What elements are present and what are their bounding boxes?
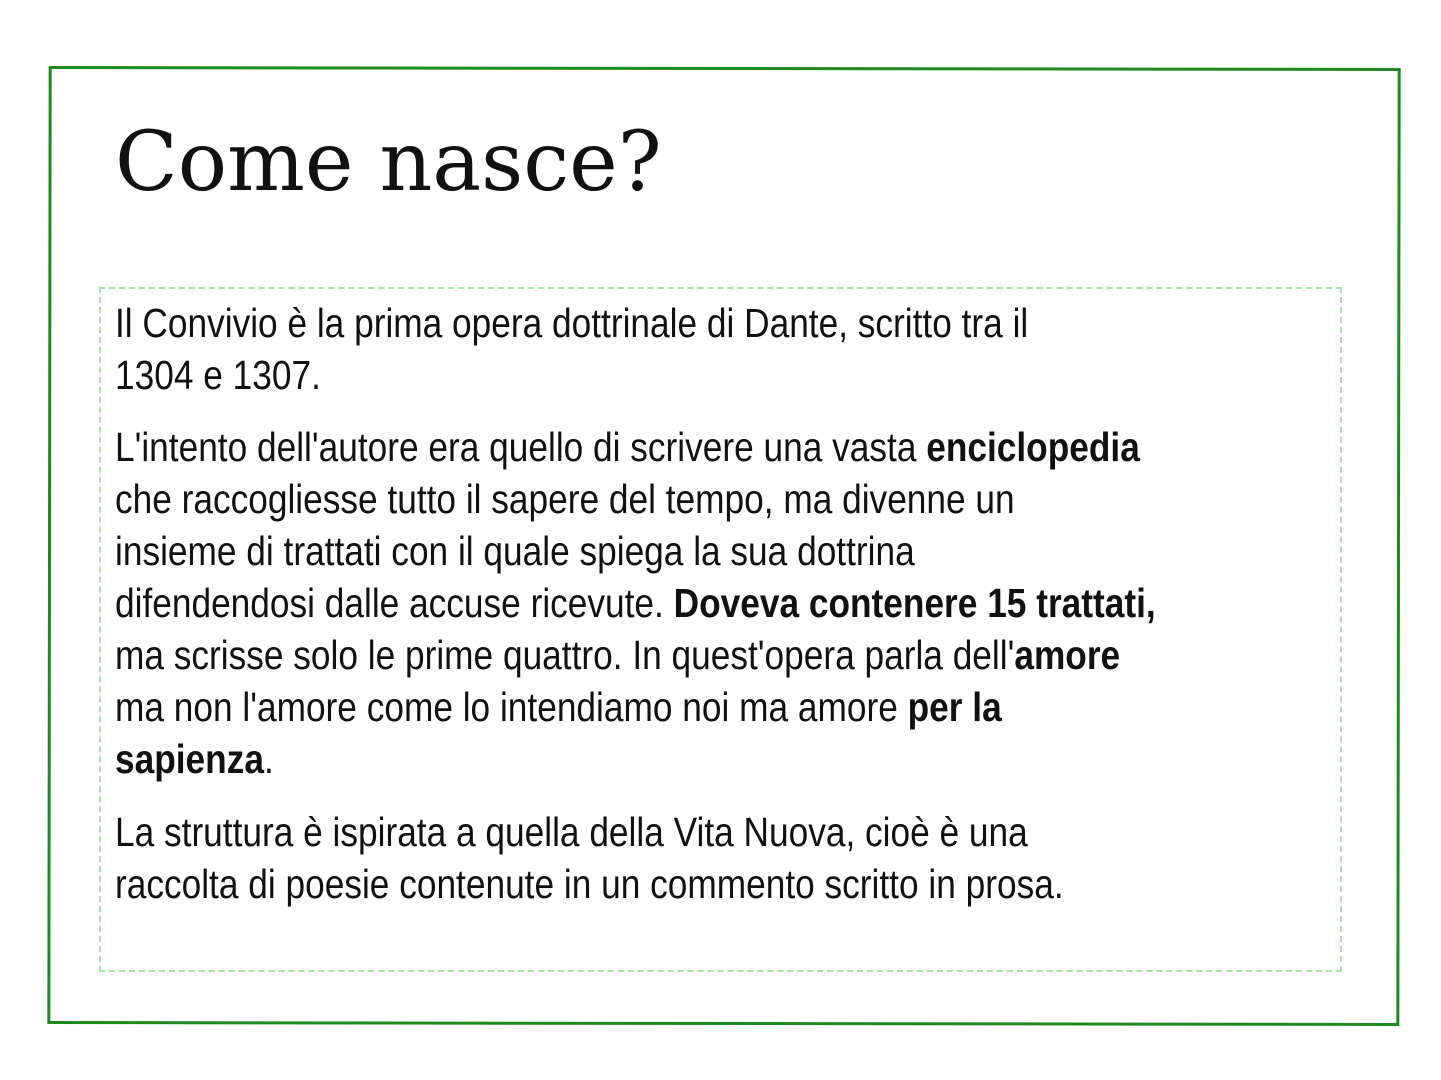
paragraph-structure-line-2: raccolta di poesie contenute in un commento scritto in prosa. <box>115 861 1064 907</box>
bold-trattati: Doveva contenere 15 trattati, <box>673 580 1156 626</box>
paragraph-structure-line-1: La struttura è ispirata a quella della Vita Nuova, cioè è una <box>115 809 1028 855</box>
paragraph-intent-text-5: ma scrisse solo le prime quattro. In quest'opera parla dell' <box>115 632 1015 678</box>
paragraph-intent-text-1: L'intento dell'autore era quello di scrivere una vasta <box>115 424 927 470</box>
paragraph-intro <box>115 297 1341 401</box>
paragraph-structure <box>115 806 1341 910</box>
paragraph-intro-line-2: 1304 e 1307. <box>115 352 321 398</box>
bold-per-la: per la <box>907 684 1002 730</box>
paragraph-intent-period: . <box>263 736 274 782</box>
paragraph-intent-text-3: insieme di trattati con il quale spiega la sua dottrina <box>115 528 915 574</box>
paragraph-intent-text-6: ma non l'amore come lo intendiamo noi ma amore <box>115 684 908 730</box>
bold-sapienza: sapienza <box>115 736 264 782</box>
paragraph-intent-text-2: che raccogliesse tutto il sapere del tempo, ma divenne un <box>115 476 1015 522</box>
slide-title: Come nasce? <box>115 115 662 210</box>
bold-amore: amore <box>1014 632 1121 678</box>
paragraph-intent <box>115 421 1341 785</box>
paragraph-intro-line-1: Il Convivio è la prima opera dottrinale di Dante, scritto tra il <box>115 300 1029 346</box>
bold-enciclopedia: enciclopedia <box>926 424 1140 470</box>
paragraph-intent-text-4: difendendosi dalle accuse ricevute. <box>115 580 674 626</box>
